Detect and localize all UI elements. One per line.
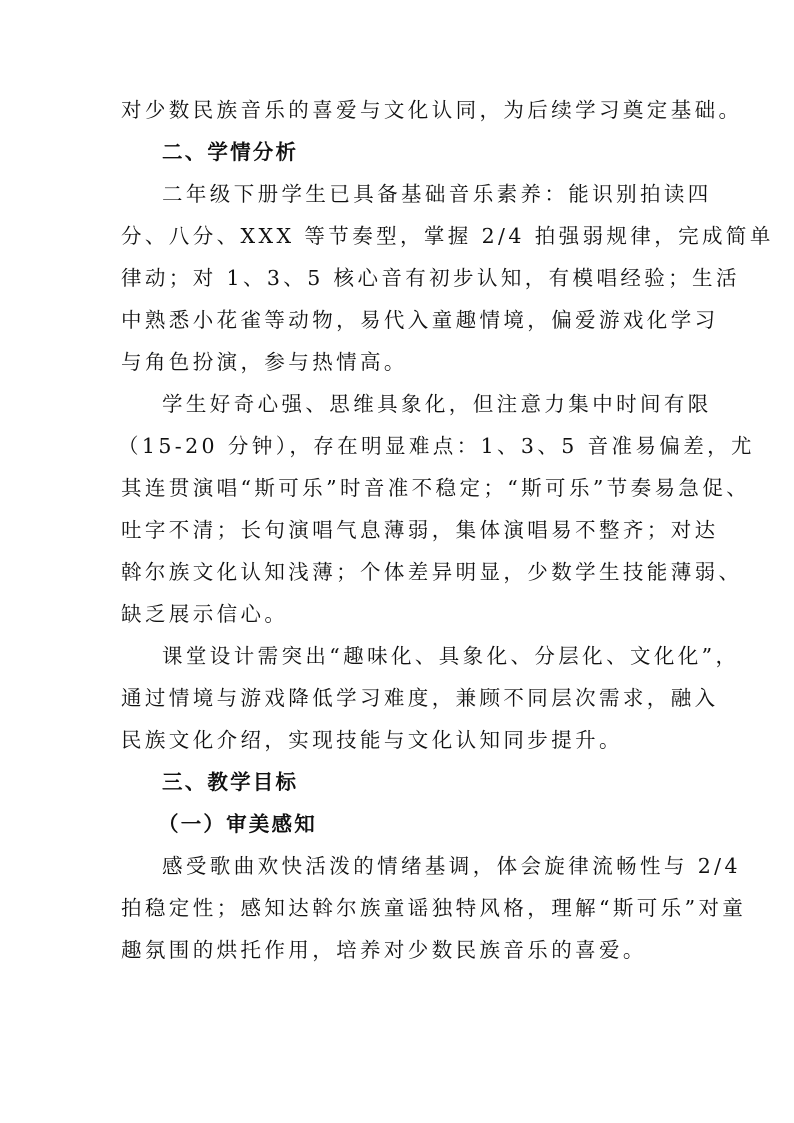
paragraph-line: 学生好奇心强、思维具象化，但注意力集中时间有限: [162, 392, 712, 416]
paragraph-line: 其连贯演唱“斯可乐”时音准不稳定；“斯可乐”节奏易急促、: [121, 476, 751, 500]
paragraph-line: 趣氛围的烘托作用，培养对少数民族音乐的喜爱。: [121, 938, 647, 962]
paragraph-line: 中熟悉小花雀等动物，易代入童趣情境，偏爱游戏化学习: [121, 308, 719, 332]
paragraph-line: 二年级下册学生已具备基础音乐素养：能识别拍读四: [162, 182, 712, 206]
paragraph-line: 律动；对 1、3、5 核心音有初步认知，有模唱经验；生活: [121, 266, 740, 290]
continuation-line: 对少数民族音乐的喜爱与文化认同，为后续学习奠定基础。: [121, 98, 743, 122]
paragraph-line: 分、八分、XXX 等节奏型，掌握 2/4 拍强弱规律，完成简单: [121, 224, 774, 248]
paragraph-line: 通过情境与游戏降低学习难度，兼顾不同层次需求，融入: [121, 686, 719, 710]
section-heading-teaching-goals: 三、教学目标: [162, 770, 299, 794]
paragraph-line: 民族文化介绍，实现技能与文化认知同步提升。: [121, 728, 623, 752]
paragraph-line: （15-20 分钟），存在明显难点：1、3、5 音准易偏差，尤: [118, 434, 755, 458]
paragraph-line: 缺乏展示信心。: [121, 602, 289, 626]
paragraph-line: 与角色扮演，参与热情高。: [121, 350, 408, 374]
paragraph-line: 感受歌曲欢快活泼的情绪基调，体会旋律流畅性与 2/4: [162, 854, 741, 878]
paragraph-line: 拍稳定性；感知达斡尔族童谣独特风格，理解“斯可乐”对童: [121, 896, 747, 920]
section-heading-student-analysis: 二、学情分析: [162, 140, 299, 164]
paragraph-line: 课堂设计需突出“趣味化、具象化、分层化、文化化”，: [162, 644, 740, 668]
subheading-aesthetic-perception: （一）审美感知: [158, 812, 317, 836]
paragraph-line: 吐字不清；长句演唱气息薄弱，集体演唱易不整齐；对达: [121, 518, 719, 542]
paragraph-line: 斡尔族文化认知浅薄；个体差异明显，少数学生技能薄弱、: [121, 560, 743, 584]
